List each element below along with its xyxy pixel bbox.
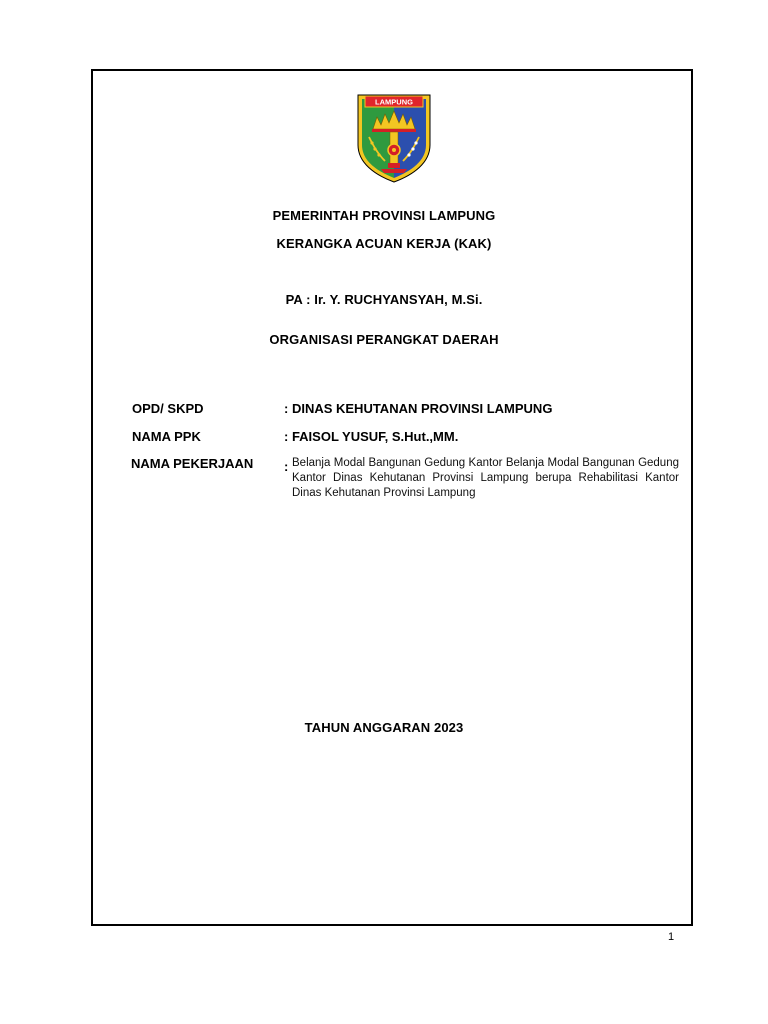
emblem-banner-text: LAMPUNG: [375, 97, 413, 107]
opd-label: OPD/ SKPD: [132, 401, 204, 416]
budget-year: TAHUN ANGGARAN 2023: [304, 720, 464, 735]
job-colon: :: [284, 459, 289, 474]
government-heading: PEMERINTAH PROVINSI LAMPUNG: [272, 208, 496, 223]
job-label: NAMA PEKERJAAN: [131, 456, 254, 471]
lampung-emblem-icon: [355, 93, 433, 183]
job-description: Belanja Modal Bangunan Gedung Kantor Belanja Modal Bangunan Gedung Kantor Dinas Kehutanan Provinsi Lampung berupa Rehabilitasi Kantor Dinas Kehutanan Provinsi Lampung: [292, 457, 679, 499]
ppk-label: NAMA PPK: [132, 429, 201, 444]
coat-of-arms-svg: [355, 93, 433, 183]
opd-value: : DINAS KEHUTANAN PROVINSI LAMPUNG: [284, 401, 553, 416]
ppk-value: : FAISOL YUSUF, S.Hut.,MM.: [284, 429, 459, 444]
pa-line: PA : Ir. Y. RUCHYANSYAH, M.Si.: [285, 292, 483, 307]
document-title: KERANGKA ACUAN KERJA (KAK): [276, 236, 492, 251]
organization-heading: ORGANISASI PERANGKAT DAERAH: [269, 332, 499, 347]
page-number: 1: [668, 931, 675, 943]
